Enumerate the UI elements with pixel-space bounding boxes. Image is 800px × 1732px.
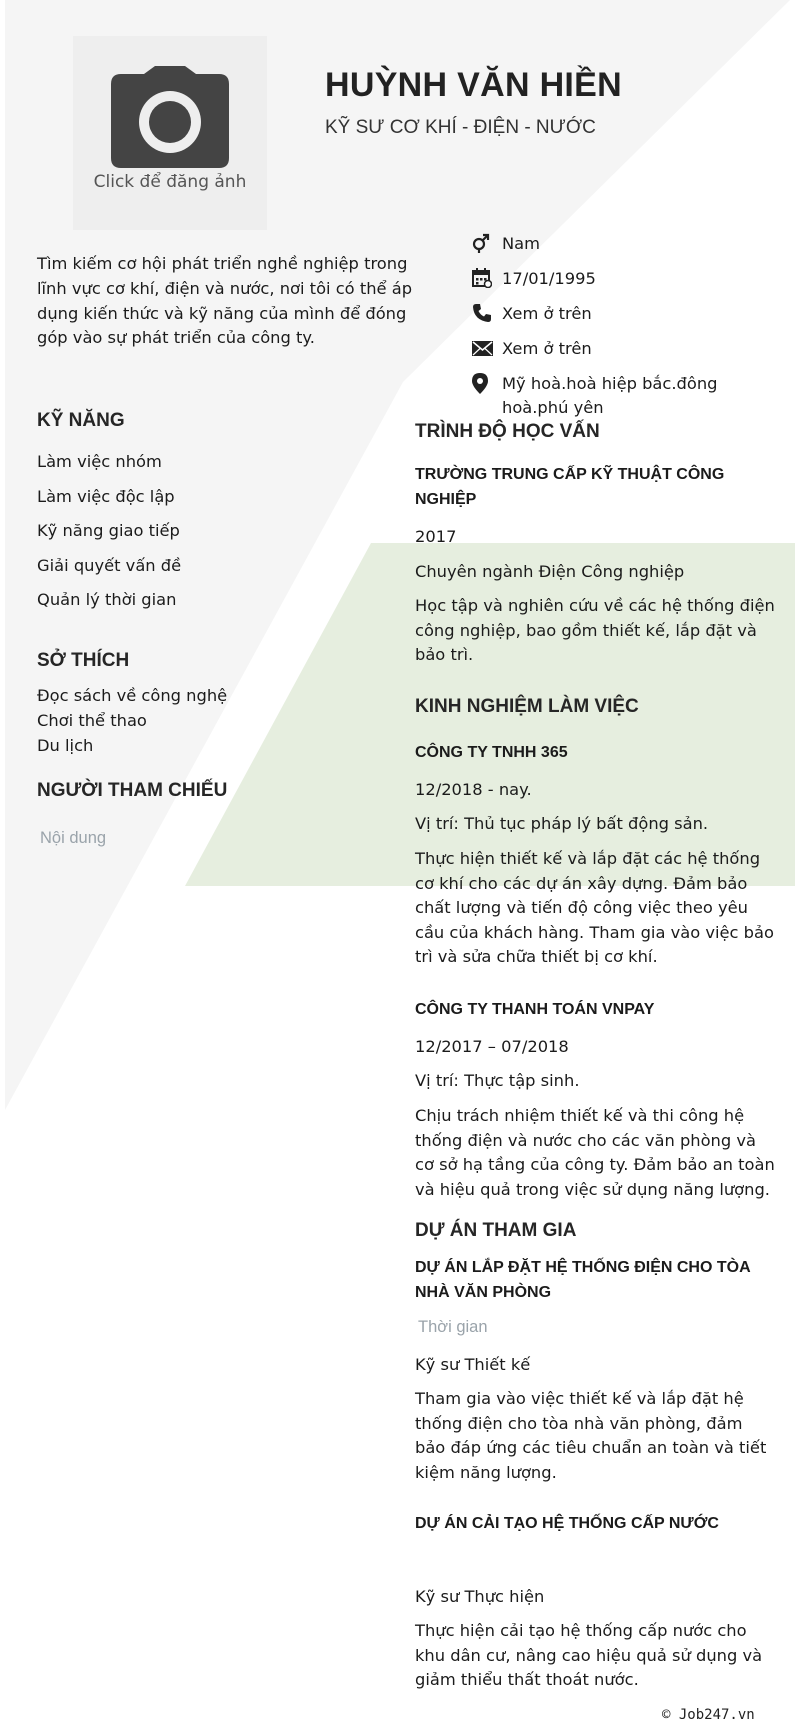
gender-value: Nam	[502, 234, 541, 253]
email-icon	[472, 337, 502, 359]
calendar-icon	[472, 267, 502, 289]
job-description: Chịu trách nhiệm thiết kế và thi công hệ thống điện và nước cho các văn phòng và cơ sở hạ tầng của công ty. Đảm bảo an toàn và hiệu quả trong việc sử dụng năng lượng.	[415, 1106, 775, 1199]
project-time-placeholder[interactable]: Thời gian	[418, 1318, 488, 1336]
contact-phone	[472, 302, 732, 326]
hobby-item: Đọc sách về công nghệ	[37, 686, 228, 705]
hobbies-heading: SỞ THÍCH	[37, 650, 130, 671]
career-objective: Tìm kiếm cơ hội phát triển nghề nghiệp trong lĩnh vực cơ khí, điện và nước, nơi tôi có thể áp dụng kiến thức và kỹ năng của mình để đóng góp vào sự phát triển của công ty.	[37, 254, 413, 348]
projects-heading: DỰ ÁN THAM GIA	[415, 1220, 577, 1241]
education-major: Chuyên ngành Điện Công nghiệp	[415, 562, 685, 581]
job-description: Thực hiện thiết kế và lắp đặt các hệ thống cơ khí cho các dự án xây dựng. Đảm bảo chất lượng và tiến độ công việc theo yêu cầu của khách hàng. Tham gia vào việc bảo trì và sửa chữa thiết bị cơ khí.	[415, 849, 774, 967]
project-description: Thực hiện cải tạo hệ thống cấp nước cho khu dân cư, nâng cao hiệu quả sử dụng và giảm thiểu thất thoát nước.	[415, 1621, 763, 1690]
gender-icon	[472, 232, 502, 254]
email-value: Xem ở trên	[502, 339, 592, 358]
contact-birthday	[472, 267, 732, 291]
birthday-value: 17/01/1995	[502, 269, 596, 288]
job-title: KỸ SƯ CƠ KHÍ - ĐIỆN - NƯỚC	[325, 117, 596, 138]
skill-item: Kỹ năng giao tiếp	[37, 521, 180, 541]
footer-copyright: © Job247.vn	[662, 1707, 755, 1723]
project-name: DỰ ÁN CẢI TẠO HỆ THỐNG CẤP NƯỚC	[415, 1515, 719, 1532]
hobbies-list	[37, 686, 227, 761]
project-description: Tham gia vào việc thiết kế và lắp đặt hệ thống điện cho tòa nhà văn phòng, đảm bảo đáp ứng các tiêu chuẩn an toàn và tiết kiệm năng lượng.	[415, 1389, 767, 1482]
skill-item: Làm việc độc lập	[37, 486, 175, 506]
education-description: Học tập và nghiên cứu về các hệ thống điện công nghiệp, bao gồm thiết kế, lắp đặt và bảo trì.	[415, 596, 775, 665]
contact-gender	[472, 232, 732, 256]
phone-value: Xem ở trên	[502, 304, 592, 323]
location-icon	[472, 372, 502, 394]
hobby-item: Chơi thể thao	[37, 711, 147, 730]
candidate-name: HUỲNH VĂN HIỀN	[325, 66, 623, 104]
job-position: Vị trí: Thực tập sinh.	[415, 1071, 580, 1090]
job-company: CÔNG TY THANH TOÁN VNPAY	[415, 1001, 655, 1018]
avatar-caption: Click để đăng ảnh	[93, 172, 247, 192]
skills-list	[37, 452, 181, 625]
contact-email	[472, 337, 732, 361]
project-name: DỰ ÁN LẮP ĐẶT HỆ THỐNG ĐIỆN CHO TÒA NHÀ VĂN PHÒNG	[415, 1259, 751, 1301]
education-school: TRƯỜNG TRUNG CẤP KỸ THUẬT CÔNG NGHIỆP	[415, 466, 725, 508]
skill-item: Quản lý thời gian	[37, 590, 177, 610]
job-company: CÔNG TY TNHH 365	[415, 744, 568, 761]
project-role: Kỹ sư Thực hiện	[415, 1587, 545, 1606]
contact-address	[472, 372, 732, 420]
references-placeholder[interactable]: Nội dung	[40, 829, 107, 847]
address-value: Mỹ hoà.hoà hiệp bắc.đông hoà.phú yên	[502, 374, 718, 417]
camera-icon	[111, 64, 229, 168]
phone-icon	[472, 302, 502, 324]
project-role: Kỹ sư Thiết kế	[415, 1355, 531, 1374]
education-year: 2017	[415, 527, 457, 546]
skill-item: Giải quyết vấn đề	[37, 555, 182, 575]
education-heading: TRÌNH ĐỘ HỌC VẤN	[415, 421, 600, 442]
hobby-item: Du lịch	[37, 736, 94, 755]
job-period: 12/2017 – 07/2018	[415, 1037, 569, 1056]
job-period: 12/2018 - nay.	[415, 780, 532, 799]
skill-item: Làm việc nhóm	[37, 452, 162, 471]
references-heading: NGƯỜI THAM CHIẾU	[37, 780, 228, 801]
skills-heading: KỸ NĂNG	[37, 410, 125, 431]
experience-heading: KINH NGHIỆM LÀM VIỆC	[415, 696, 639, 717]
avatar-upload[interactable]	[73, 36, 267, 230]
job-position: Vị trí: Thủ tục pháp lý bất động sản.	[415, 814, 709, 833]
